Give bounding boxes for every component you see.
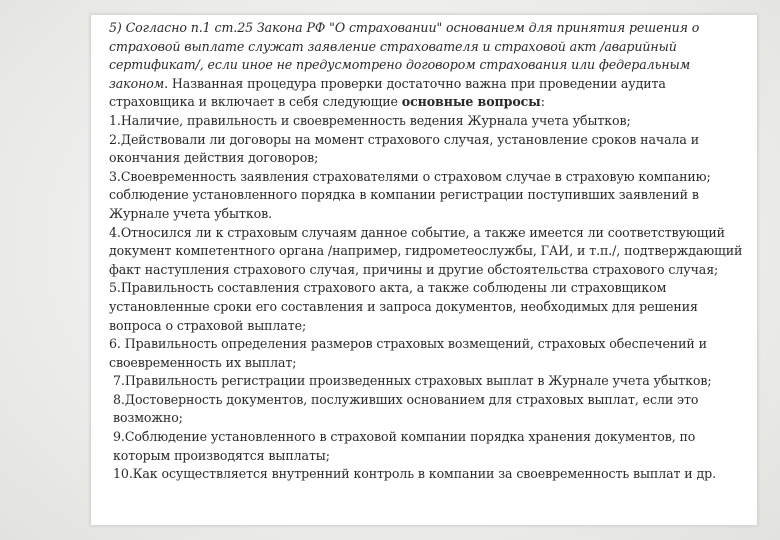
list-item-9: 9.Соблюдение установленного в страховой компании порядка хранения документов, по которым производятся выплаты; <box>113 429 696 463</box>
intro-italic: 5) Согласно п.1 ст.25 Закона РФ "О страховании" основанием для принятия решения о страховой выплате служат заявление страхователя и страховой акт /аварийный сертификат/, если иное не предусмотрено договором страхования или федеральным законом. <box>109 20 700 91</box>
document-text <box>109 19 745 484</box>
list-item-6: 6. Правильность определения размеров страховых возмещений, страховых обеспечений и своевременность их выплат; <box>109 336 707 370</box>
list-item-5: 5.Правильность составления страхового акта, а также соблюдены ли страховщиком установленные сроки его составления и запроса документов, необходимых для решения вопроса о страховой выплате; <box>109 280 698 333</box>
intro-bold: основные вопросы <box>401 94 541 110</box>
list-item-10: 10.Как осуществляется внутренний контроль в компании за своевременность выплат и др. <box>113 466 717 482</box>
list-item-3: 3.Своевременность заявления страхователями о страховом случае в страховую компанию; соблюдение установленного порядка в компании регистрации поступивших заявлений в Журнале учета убытков. <box>109 168 711 221</box>
intro-normal: Названная процедура проверки достаточно важна при проведении аудита страховщика и включает в себя следующие <box>109 75 666 110</box>
list-item-8: 8.Достоверность документов, послуживших основанием для страховых выплат, если это возможно; <box>113 391 699 426</box>
intro-paragraph <box>109 19 745 112</box>
list-item-7: 7.Правильность регистрации произведенных страховых выплат в Журнале учета убытков; <box>113 373 712 389</box>
intro-end: : <box>540 94 545 110</box>
list-item-1: 1.Наличие, правильность и своевременность ведения Журнала учета убытков; <box>109 112 631 128</box>
list-item-4: 4.Относился ли к страховым случаям данное событие, а также имеется ли соответствующий документ компетентного органа /например, гидрометеослужбы, ГАИ, и т.п./, подтверждающий факт наступления страхового случая, причины и другие обстоятельства страхового случая; <box>109 224 743 277</box>
list-item-2: 2.Действовали ли договоры на момент страхового случая, установление сроков начала и окончания действия договоров; <box>109 131 700 166</box>
